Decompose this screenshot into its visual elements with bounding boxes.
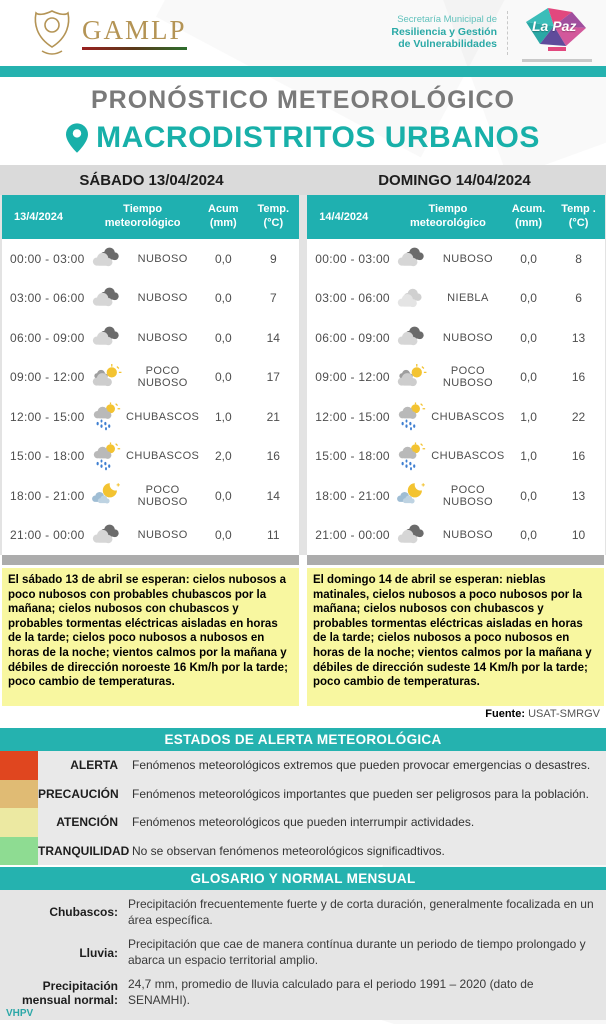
alert-color-swatch [0,751,38,780]
condition-label: POCO NUBOSO [442,483,493,508]
condition-label: NUBOSO [442,252,493,265]
time-range: 12:00 - 15:00 [10,409,85,424]
forecast-row [2,358,299,398]
time-range: 21:00 - 00:00 [315,528,390,543]
alert-row [0,780,606,809]
forecast-row [2,516,299,556]
source-line [0,706,606,726]
weather-icon [391,402,431,431]
condition-label: NUBOSO [137,252,188,265]
temp-value: 13 [571,330,586,345]
alert-row [0,751,606,780]
weather-icon [391,284,431,313]
alert-description: Fenómenos meteorológicos que pueden interrumpir actividades. [132,815,475,830]
time-range: 00:00 - 03:00 [10,251,85,266]
precip-value: 0,0 [214,370,232,385]
time-range: 09:00 - 12:00 [10,370,85,385]
condition-label: NUBOSO [137,529,188,542]
alert-row [0,837,606,866]
weather-icon [391,442,431,471]
forecast-row [307,239,604,279]
temp-value: 17 [266,370,280,385]
glossary-definition: Precipitación frecuentemente fuerte y de corta duración, generalmente focalizada en un área específica. [128,897,594,927]
alert-description: Fenómenos meteorológicos importantes que pueden ser peligrosos para la población. [132,786,589,801]
forecast-tables [0,195,606,555]
condition-label: POCO NUBOSO [137,365,188,390]
table-header [2,195,299,239]
temp-value: 13 [571,488,586,503]
time-range: 06:00 - 09:00 [10,330,85,345]
alert-row [0,808,606,837]
alert-levels [0,751,606,865]
header-weather: Tiempo meteorológico [410,203,486,229]
temp-value: 21 [266,409,280,424]
weather-icon [391,323,431,352]
glossary-definition: 24,7 mm, promedio de lluvia calculado para el periodo 1991 – 2020 (dato de SENAMHI). [128,977,534,1007]
time-range: 06:00 - 09:00 [315,330,390,345]
section-separator [0,555,606,565]
source-label: Fuente: [485,708,526,720]
temp-value: 7 [269,291,277,306]
gamlp-underline [82,47,187,50]
condition-label: CHUBASCOS [431,450,505,463]
page-header [0,0,606,66]
forecast-row [2,239,299,279]
alert-label: ALERTA [70,758,118,773]
header-date: 14/4/2024 [319,211,369,223]
teal-bar [0,66,606,77]
precip-value: 0,0 [520,330,537,345]
lapaz-logo: La Paz [518,4,596,62]
temp-value: 9 [269,251,277,266]
time-range: 12:00 - 15:00 [315,409,390,424]
condition-label: NUBOSO [137,331,188,344]
condition-label: CHUBASCOS [431,410,505,423]
temp-value: 10 [571,528,586,543]
weather-icon [86,323,126,352]
summary-sunday: El domingo 14 de abril se esperan: nieblas matinales, cielos nubosos a poco nubosos por la mañana; cielos nubosos con chubascos y probables tormentas eléctricas aisladas en horas de la tarde; cielos nubosos a poco nubosos en horas de la noche; vientos calmos por la mañana y débiles de dirección sudeste 14 Km/h por la tarde; poco cambio de temperaturas. [307,568,604,706]
condition-label: NUBOSO [442,331,493,344]
temp-value: 11 [267,528,280,543]
weather-icon [391,521,431,550]
time-range: 15:00 - 18:00 [315,449,390,464]
precip-value: 2,0 [214,449,232,464]
day-label-sunday: DOMINGO 14/04/2024 [378,171,531,189]
secretaria-title: Secretaría Municipal de Resiliencia y Gestión de Vulnerabilidades [391,14,497,51]
temp-value: 8 [575,251,582,266]
precip-value: 0,0 [214,488,232,503]
condition-label: POCO NUBOSO [137,483,188,508]
lapaz-tagline-strip [522,59,592,62]
weather-icon [391,244,431,273]
time-range: 18:00 - 21:00 [10,488,85,503]
glossary-term: Lluvia: [79,945,118,960]
weather-icon [86,481,126,510]
alert-description: Fenómenos meteorológicos extremos que pueden provocar emergencias o desastres. [132,758,591,773]
weather-icon [86,284,126,313]
time-range: 03:00 - 06:00 [315,291,390,306]
condition-label: POCO NUBOSO [442,365,493,390]
temp-value: 14 [266,330,280,345]
temp-value: 14 [266,488,280,503]
glossary-row [0,977,598,1008]
forecast-row [2,397,299,437]
glossary-row [0,897,598,928]
glossary-term: Precipitación mensual normal: [21,978,118,1007]
time-range: 21:00 - 00:00 [10,528,85,543]
page-subtitle: MACRODISTRITOS URBANOS [0,115,606,161]
alerts-section-title: ESTADOS DE ALERTA METEOROLÓGICA [0,728,606,751]
forecast-row [307,279,604,319]
time-range: 18:00 - 21:00 [315,488,390,503]
header-date: 13/4/2024 [14,211,63,223]
forecast-table-sunday [307,195,604,555]
forecast-row [307,397,604,437]
condition-label: NIEBLA [447,292,489,305]
forecast-row [2,476,299,516]
weather-icon [86,363,126,392]
precip-value: 0,0 [520,370,537,385]
location-pin-icon [66,123,88,153]
time-range: 03:00 - 06:00 [10,291,85,306]
table-body [2,239,299,555]
header-divider [507,11,508,55]
page-title: PRONÓSTICO METEOROLÓGICO [90,86,515,114]
temp-value: 6 [575,291,582,306]
condition-label: NUBOSO [442,529,493,542]
temp-value: 16 [266,449,280,464]
time-range: 09:00 - 12:00 [315,370,390,385]
weather-icon [391,481,431,510]
forecast-row [307,318,604,358]
forecast-row [2,437,299,477]
day-label-saturday: SÁBADO 13/04/2024 [79,171,224,189]
weather-icon [391,363,431,392]
weather-icon [86,442,126,471]
precip-value: 1,0 [214,409,232,424]
condition-label: CHUBASCOS [126,410,200,423]
condition-label: NUBOSO [137,292,188,305]
gamlp-logo [30,7,187,59]
header-acum: Acum (mm) [208,203,239,229]
glossary-section-title: GLOSARIO Y NORMAL MENSUAL [0,867,606,890]
table-header [307,195,604,239]
temp-value: 16 [571,370,586,385]
precip-value: 0,0 [520,528,537,543]
gamlp-wordmark: GAMLP [82,14,187,45]
forecast-summaries [0,565,606,706]
glossary-term: Chubascos: [49,905,118,920]
forecast-row [307,476,604,516]
alert-label: ATENCIÓN [56,815,118,830]
precip-value: 0,0 [214,291,232,306]
weather-icon [86,244,126,273]
alert-color-swatch [0,808,38,837]
header-weather: Tiempo meteorológico [104,203,181,229]
time-range: 00:00 - 03:00 [315,251,390,266]
alert-color-swatch [0,780,38,809]
forecast-row [307,437,604,477]
forecast-table-saturday [2,195,299,555]
alert-color-swatch [0,837,38,866]
glossary-definition: Precipitación que cae de manera contínua durante un periodo de tiempo prolongado y abarca un espacio territorial amplio. [128,937,586,967]
gamlp-crest-icon [30,7,74,59]
condition-label: CHUBASCOS [126,450,200,463]
time-range: 15:00 - 18:00 [10,449,85,464]
precip-value: 0,0 [520,251,537,266]
weather-icon [86,521,126,550]
precip-value: 0,0 [520,291,537,306]
day-header-bar [0,165,606,195]
forecast-row [307,358,604,398]
alert-label: TRANQUILIDAD [38,843,130,858]
alert-description: No se observan fenómenos meteorológicos significadtivos. [132,843,445,858]
table-body [307,239,604,555]
author-initials: VHPV [6,1007,34,1019]
header-temp: Temp . (°C) [561,203,596,229]
alert-label: PRECAUCIÓN [38,786,119,801]
header-acum: Acum. (mm) [511,203,546,229]
header-temp: Temp. (°C) [257,203,290,229]
weather-icon [86,402,126,431]
precip-value: 0,0 [214,528,232,543]
forecast-row [2,318,299,358]
precip-value: 0,0 [520,488,537,503]
precip-value: 1,0 [520,449,537,464]
glossary [0,890,606,1020]
precip-value: 1,0 [520,409,537,424]
temp-value: 22 [571,409,586,424]
summary-saturday: El sábado 13 de abril se esperan: cielos nubosos a poco nubosos con probables chubascos por la mañana; cielos nubosos con chubascos y probables tormentas eléctricas aisladas en horas de la tarde; cielos poco nubosos a nubosos en horas de la noche; vientos calmos por la mañana y débiles de dirección noroeste 16 Km/h por la tarde; poco cambio de temperaturas. [2,568,299,706]
forecast-row [307,516,604,556]
precip-value: 0,0 [214,251,232,266]
temp-value: 16 [571,449,586,464]
source-value: USAT-SMRGV [528,708,600,720]
precip-value: 0,0 [214,330,232,345]
glossary-row [0,937,598,968]
forecast-row [2,279,299,319]
